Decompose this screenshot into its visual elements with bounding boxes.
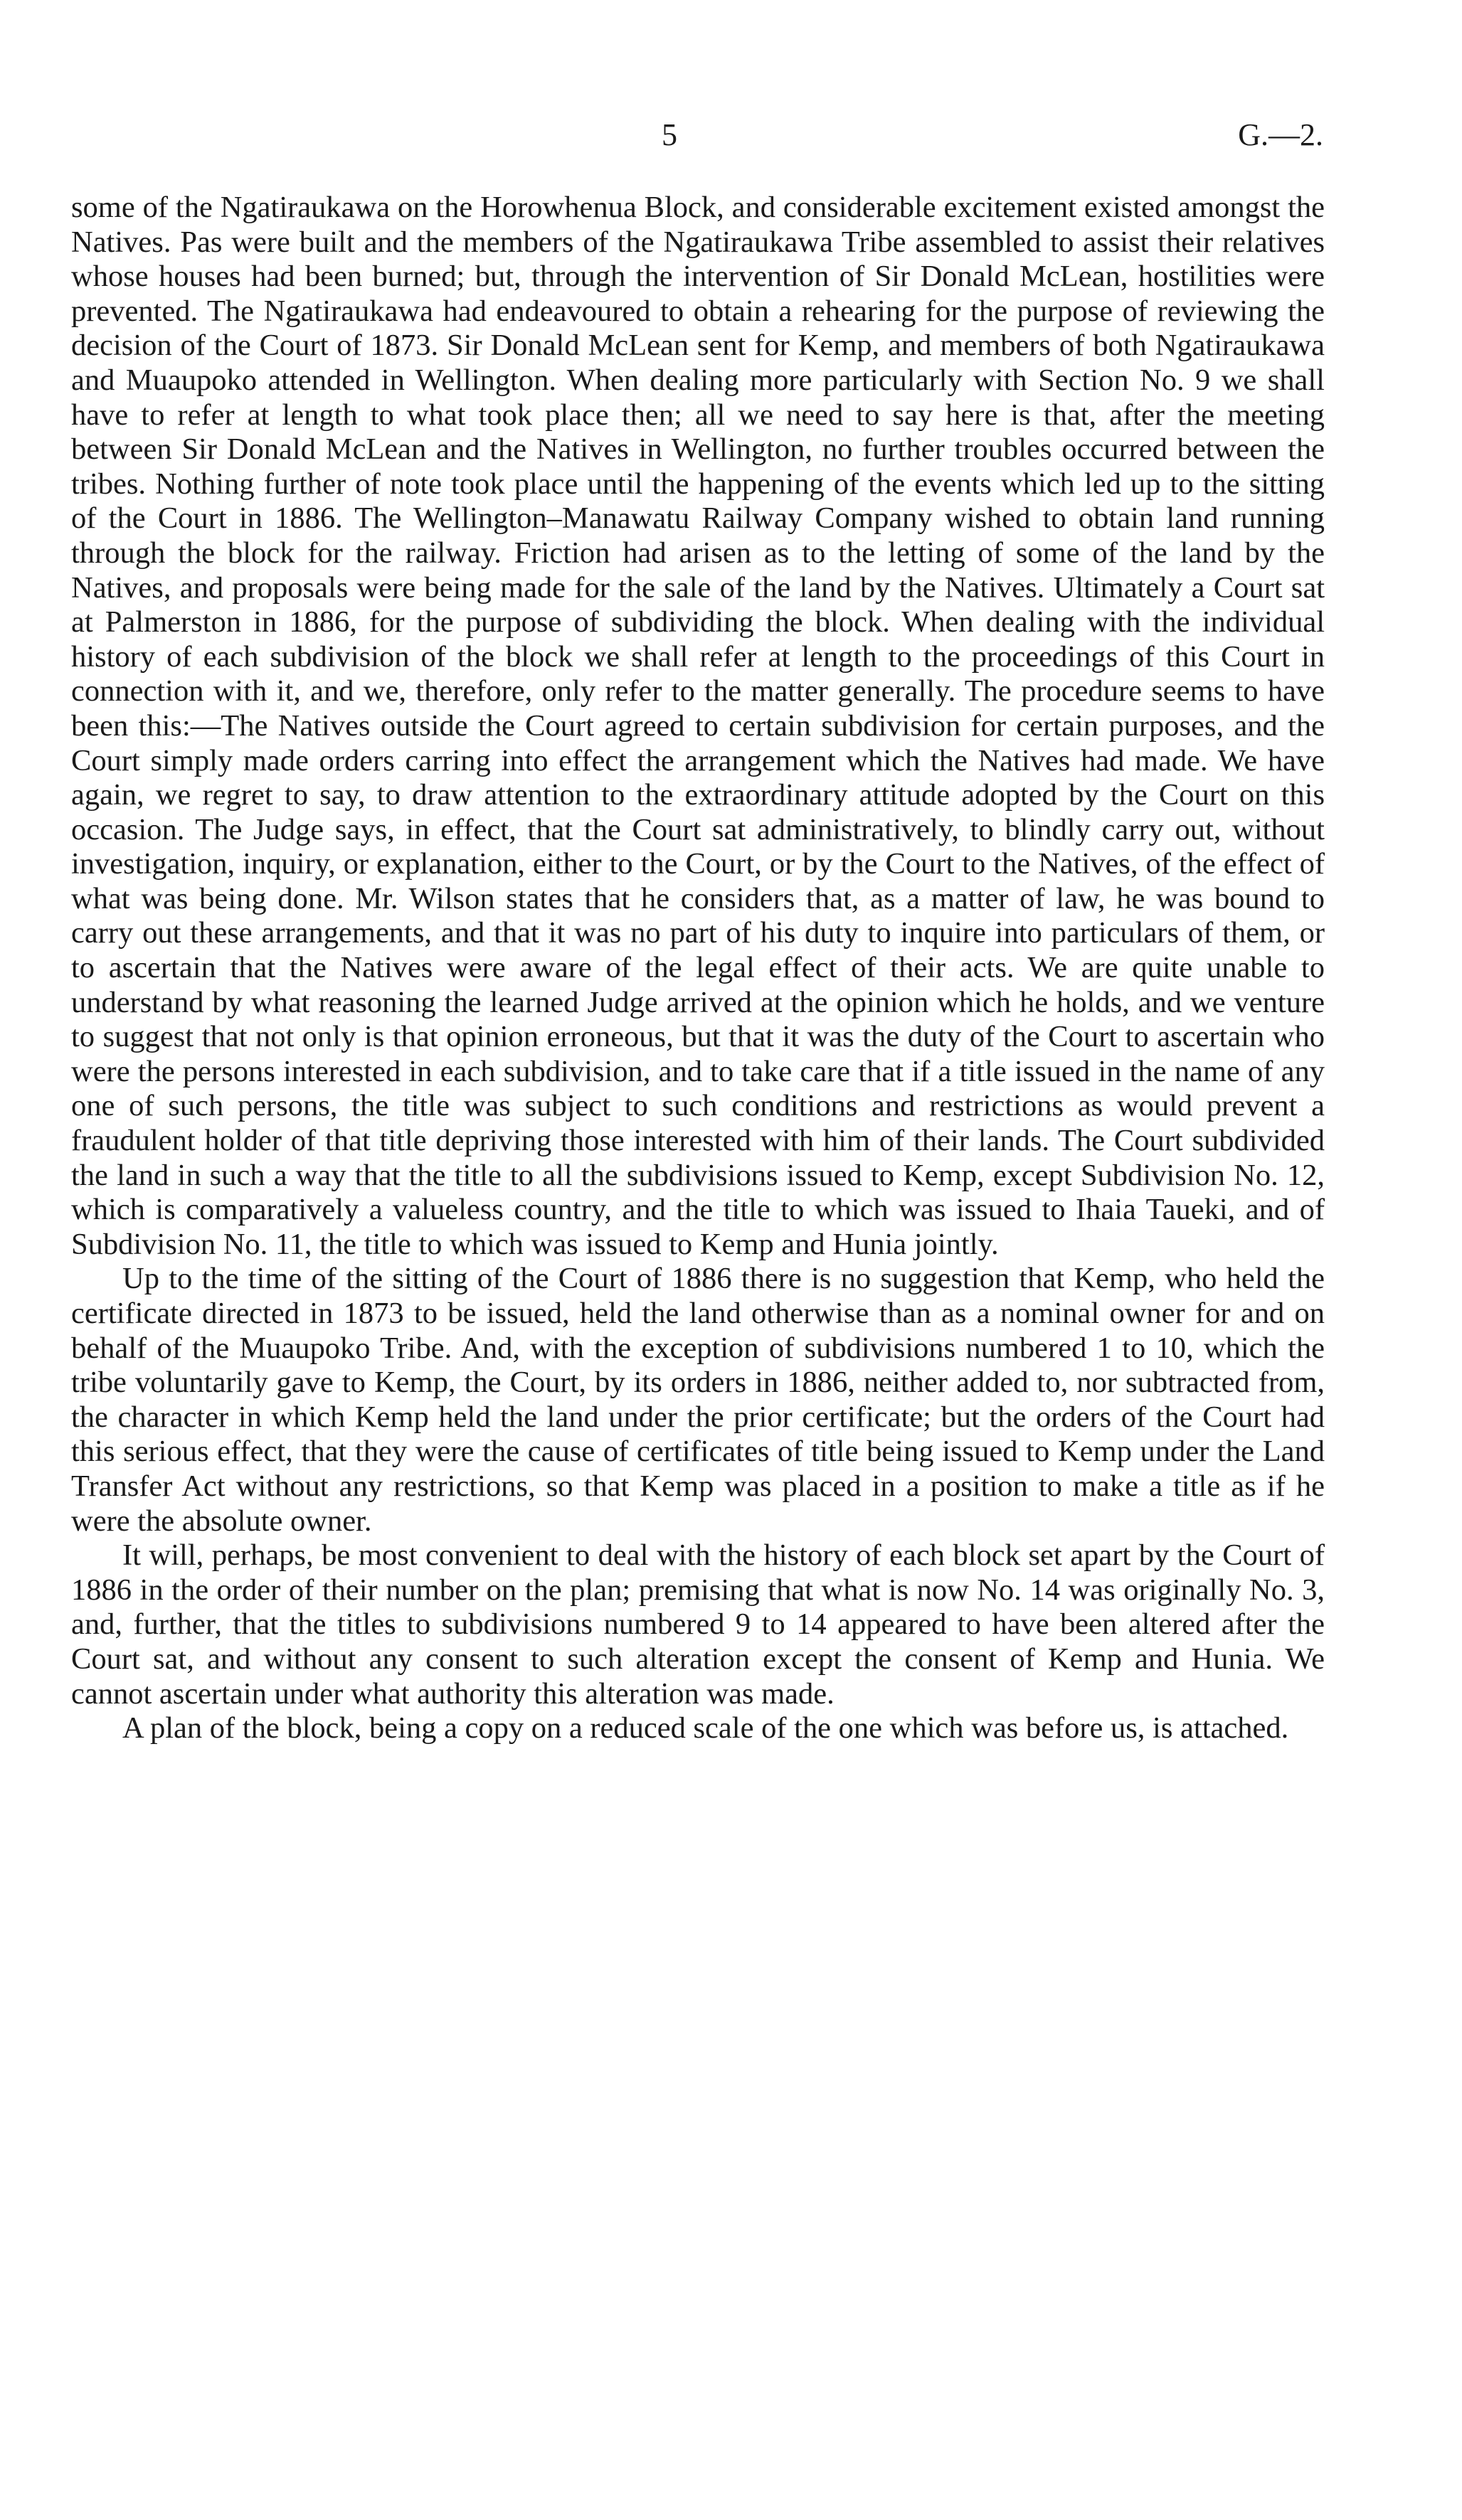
paragraph-plan-attached: A plan of the block, being a copy on a reduced scale of the one which was before us, is attached. <box>122 1711 1289 1745</box>
paragraph-block-history: It will, perhaps, be most convenient to deal with the history of each block set apart by the Court of 1886 in the order of their number on the plan; premising that what is now No. 14 was originally No. 3, and, further, that the titles to subdivisions numbered 9 to 14 appeared to have been altered after the Court sat, and without any consent to such alteration except the consent of Kemp and Hunia. We cannot ascertain under what authority this alteration was made. <box>71 1538 1325 1711</box>
page-header <box>0 114 1462 164</box>
body-text <box>71 191 1325 1746</box>
document-reference: G.—2. <box>1238 117 1323 152</box>
page-number: 5 <box>662 117 677 152</box>
paragraph-continued: some of the Ngatiraukawa on the Horowhenua Block, and considerable excitement existed amongst the Natives. Pas were built and the members of the Ngatiraukawa Tribe assembled to assist their relatives whose houses had been burned; but, through the intervention of Sir Donald McLean, hostilities were prevented. The Ngatiraukawa had endeavoured to obtain a rehearing for the purpose of reviewing the decision of the Court of 1873. Sir Donald McLean sent for Kemp, and members of both Ngatiraukawa and Muaupoko attended in Wellington. When dealing more particularly with Section No. 9 we shall have to refer at length to what took place then; all we need to say here is that, after the meeting between Sir Donald McLean and the Natives in Wellington, no further troubles occurred between the tribes. Nothing further of note took place until the happening of the events which led up to the sitting of the Court in 1886. The Wellington–Manawatu Railway Company wished to obtain land running through the block for the railway. Friction had arisen as to the letting of some of the land by the Natives, and proposals were being made for the sale of the land by the Natives. Ultimately a Court sat at Palmerston in 1886, for the purpose of subdividing the block. When dealing with the individual history of each subdivision of the block we shall refer at length to the proceedings of this Court in connection with it, and we, therefore, only refer to the matter generally. The procedure seems to have been this:—The Natives outside the Court agreed to certain subdivision for certain purposes, and the Court simply made orders carring into effect the arrangement which the Natives had made. We have again, we regret to say, to draw attention to the extraordinary attitude adopted by the Court on this occasion. The Judge says, in effect, that the Court sat administratively, to blindly carry out, without investigation, inquiry, or explanation, either to the Court, or by the Court to the Natives, of the effect of what was being done. Mr. Wilson states that he considers that, as a matter of law, he was bound to carry out these arrangements, and that it was no part of his duty to inquire into particulars of them, or to ascertain that the Natives were aware of the legal effect of their acts. We are quite unable to understand by what reasoning the learned Judge arrived at the opinion which he holds, and we venture to suggest that not only is that opinion erroneous, but that it was the duty of the Court to ascertain who were the persons interested in each subdivision, and to take care that if a title issued in the name of any one of such persons, the title was subject to such conditions and restrictions as would prevent a fraudulent holder of that title depriving those interested with him of their lands. The Court subdivided the land in such a way that the title to all the subdivisions issued to Kemp, except Subdivision No. 12, which is comparatively a valueless country, and the title to which was issued to Ihaia Taueki, and of Subdivision No. 11, the title to which was issued to Kemp and Hunia jointly. <box>71 191 1325 1261</box>
paragraph-kemp-title: Up to the time of the sitting of the Court of 1886 there is no suggestion that Kemp, who held the certificate directed in 1873 to be issued, held the land otherwise than as a nominal owner for and on behalf of the Muaupoko Tribe. And, with the exception of subdivisions numbered 1 to 10, which the tribe voluntarily gave to Kemp, the Court, by its orders in 1886, neither added to, nor subtracted from, the character in which Kemp held the land under the prior certificate; but the orders of the Court had this serious effect, that they were the cause of certificates of title being issued to Kemp under the Land Transfer Act without any restrictions, so that Kemp was placed in a position to make a title as if he were the absolute owner. <box>71 1262 1325 1538</box>
